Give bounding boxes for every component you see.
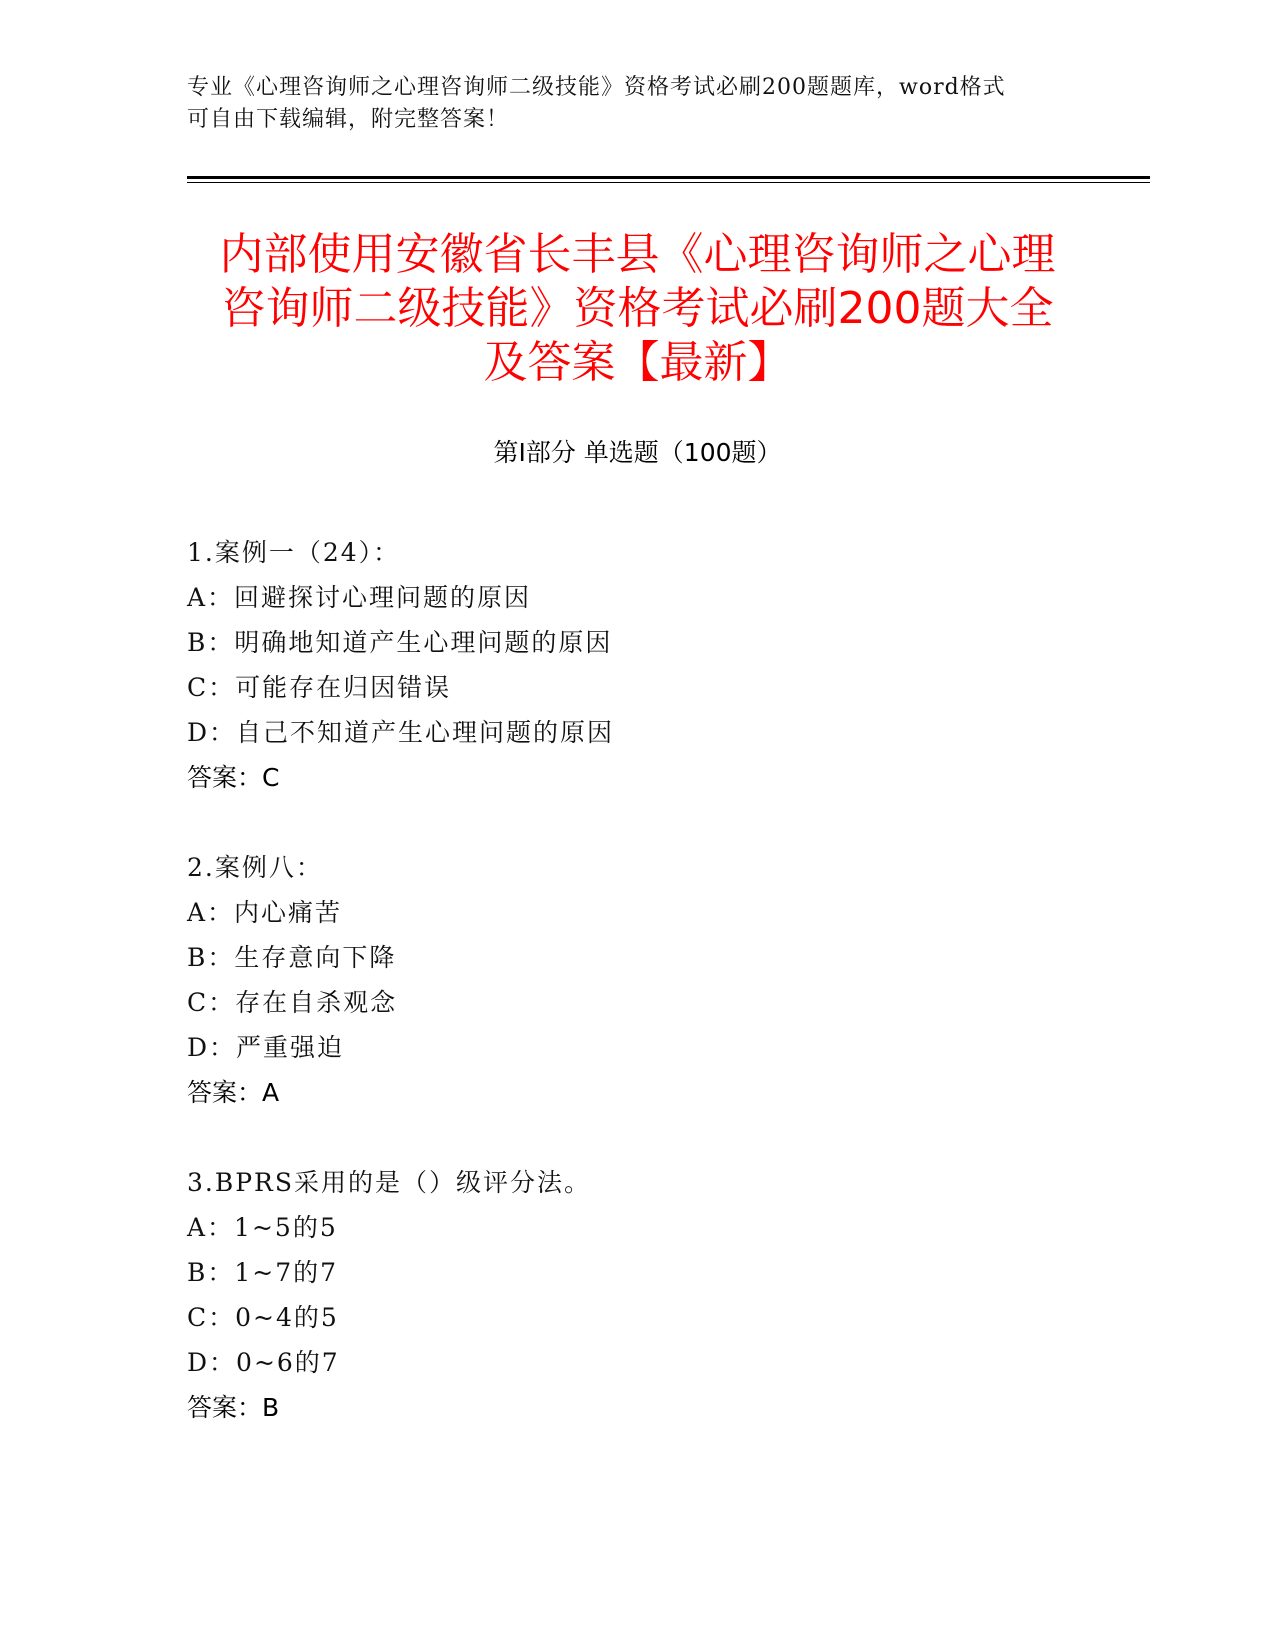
- option-d: D：自己不知道产生心理问题的原因: [187, 718, 615, 747]
- option-c: C：可能存在归因错误: [187, 673, 452, 702]
- header-note-line-2: 可自由下载编辑，附完整答案！: [187, 107, 510, 132]
- section-title: 第Ⅰ部分 单选题（100题）: [493, 438, 782, 467]
- question-stem: 3.BPRS采用的是（）级评分法。: [187, 1168, 591, 1197]
- header-divider-thick: [187, 176, 1150, 179]
- option-c: C：存在自杀观念: [187, 988, 398, 1017]
- option-a: A：回避探讨心理问题的原因: [187, 583, 532, 612]
- document-title: [160, 228, 1115, 390]
- header-note: [187, 72, 1067, 136]
- answer: 答案：C: [187, 763, 280, 792]
- question-list: [187, 530, 1087, 1475]
- option-a: A：内心痛苦: [187, 898, 343, 927]
- document-title-line-3: 及答案【最新】: [483, 337, 792, 388]
- option-b: B：1~7的7: [187, 1258, 339, 1287]
- option-c: C：0~4的5: [187, 1303, 339, 1332]
- option-a: A：1~5的5: [187, 1213, 338, 1242]
- question-stem: 1.案例一（24）：: [187, 538, 401, 567]
- option-b: B：生存意向下降: [187, 943, 397, 972]
- option-b: B：明确地知道产生心理问题的原因: [187, 628, 613, 657]
- option-d: D：严重强迫: [187, 1033, 345, 1062]
- question-item: [187, 1160, 1087, 1430]
- document-title-line-2: 咨询师二级技能》资格考试必刷200题大全: [221, 283, 1054, 334]
- question-stem: 2.案例八：: [187, 853, 323, 882]
- option-d: D：0~6的7: [187, 1348, 340, 1377]
- header-note-line-1: 专业《心理咨询师之心理咨询师二级技能》资格考试必刷200题题库，word格式: [187, 75, 1006, 100]
- document-title-line-1: 内部使用安徽省长丰县《心理咨询师之心理: [219, 229, 1056, 280]
- question-item: [187, 530, 1087, 800]
- question-item: [187, 845, 1087, 1115]
- header-divider-thin: [187, 182, 1150, 183]
- answer: 答案：A: [187, 1078, 280, 1107]
- answer: 答案：B: [187, 1393, 280, 1422]
